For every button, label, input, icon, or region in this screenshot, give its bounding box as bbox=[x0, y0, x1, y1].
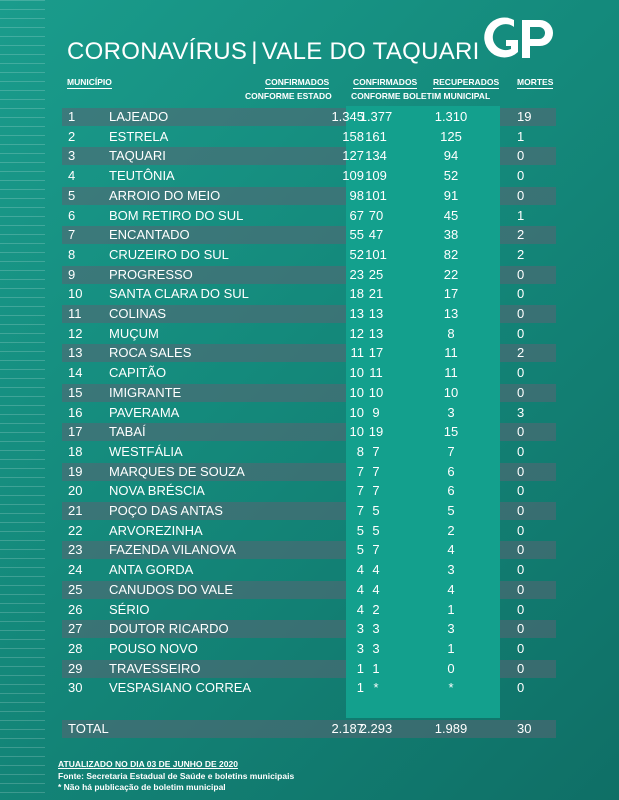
confirmados-boletim: 101 bbox=[365, 247, 387, 262]
confirmados-boletim: 5 bbox=[372, 523, 380, 538]
confirmados-estado: 1 bbox=[356, 661, 364, 676]
table-row bbox=[62, 502, 556, 520]
row-number: 20 bbox=[68, 483, 83, 498]
header-confirmados-boletim: CONFIRMADOS bbox=[353, 77, 418, 87]
table-row bbox=[62, 147, 556, 165]
row-number: 21 bbox=[68, 503, 83, 518]
confirmados-boletim: 101 bbox=[365, 188, 387, 203]
confirmados-boletim: 10 bbox=[368, 385, 384, 400]
municipality-name: TRAVESSEIRO bbox=[109, 661, 201, 676]
recuperados: 6 bbox=[447, 483, 455, 498]
footer-source: Fonte: Secretaria Estadual de Saúde e boletins municipais bbox=[58, 771, 295, 781]
table-row bbox=[62, 522, 556, 540]
confirmados-estado: 10 bbox=[349, 365, 364, 380]
recuperados: 3 bbox=[447, 405, 455, 420]
row-number: 12 bbox=[68, 326, 83, 341]
row-number: 14 bbox=[68, 365, 83, 380]
footer-updated: ATUALIZADO NO DIA 03 DE JUNHO DE 2020 bbox=[58, 759, 238, 769]
recuperados: 10 bbox=[443, 385, 459, 400]
footer-note: * Não há publicação de boletim municipal bbox=[58, 782, 226, 792]
row-number: 18 bbox=[68, 444, 83, 459]
municipality-name: NOVA BRÉSCIA bbox=[109, 483, 205, 498]
mortes: 0 bbox=[517, 168, 525, 183]
confirmados-estado: 11 bbox=[350, 345, 364, 360]
mortes: 0 bbox=[517, 661, 525, 676]
municipality-name: IMIGRANTE bbox=[109, 385, 182, 400]
row-number: 7 bbox=[68, 227, 76, 242]
mortes: 2 bbox=[517, 345, 525, 360]
confirmados-boletim: 19 bbox=[368, 424, 384, 439]
mortes: 0 bbox=[517, 326, 525, 341]
confirmados-boletim: 1.377 bbox=[359, 109, 393, 124]
confirmados-estado: 158 bbox=[342, 129, 364, 144]
mortes: 0 bbox=[517, 286, 525, 301]
recuperados: * bbox=[448, 680, 454, 695]
recuperados: 125 bbox=[440, 129, 462, 144]
recuperados: 4 bbox=[447, 542, 455, 557]
mortes: 0 bbox=[517, 444, 525, 459]
municipality-name: ARROIO DO MEIO bbox=[109, 188, 221, 203]
recuperados: 2 bbox=[447, 523, 455, 538]
total-row bbox=[62, 720, 556, 738]
header-confirmados-estado: CONFIRMADOS bbox=[265, 77, 330, 87]
row-number: 29 bbox=[68, 661, 83, 676]
confirmados-boletim: 21 bbox=[368, 286, 384, 301]
table-row bbox=[62, 541, 556, 559]
table-row bbox=[62, 364, 556, 382]
confirmados-boletim: 7 bbox=[372, 483, 380, 498]
confirmados-estado: 67 bbox=[349, 208, 364, 223]
row-number: 8 bbox=[68, 247, 76, 262]
row-number: 5 bbox=[68, 188, 76, 203]
municipality-name: MUÇUM bbox=[109, 326, 159, 341]
mortes: 2 bbox=[517, 247, 525, 262]
confirmados-boletim: 2 bbox=[372, 602, 380, 617]
municipality-name: DOUTOR RICARDO bbox=[109, 621, 229, 636]
table-row bbox=[62, 187, 556, 205]
row-number: 27 bbox=[68, 621, 83, 636]
recuperados: 11 bbox=[444, 345, 458, 360]
confirmados-boletim: 17 bbox=[368, 345, 384, 360]
mortes: 3 bbox=[517, 405, 525, 420]
confirmados-estado: 7 bbox=[356, 464, 364, 479]
mortes: 1 bbox=[517, 208, 525, 223]
row-number: 6 bbox=[68, 208, 76, 223]
municipality-name: ENCANTADO bbox=[109, 227, 190, 242]
recuperados: 1.310 bbox=[434, 109, 468, 124]
confirmados-boletim: 13 bbox=[368, 326, 384, 341]
confirmados-estado: 3 bbox=[356, 641, 364, 656]
table-row bbox=[62, 344, 556, 362]
confirmados-boletim: 7 bbox=[372, 542, 380, 557]
municipality-name: TABAÍ bbox=[109, 424, 146, 439]
confirmados-estado: 4 bbox=[356, 562, 364, 577]
confirmados-boletim: 134 bbox=[365, 148, 387, 163]
title-right: VALE DO TAQUARI bbox=[261, 38, 480, 65]
table-row bbox=[62, 404, 556, 422]
header-recuperados: RECUPERADOS bbox=[433, 77, 500, 87]
mortes: 1 bbox=[517, 129, 525, 144]
recuperados: 91 bbox=[443, 188, 459, 203]
recuperados: 45 bbox=[443, 208, 459, 223]
confirmados-boletim: 3 bbox=[372, 641, 380, 656]
confirmados-estado: 109 bbox=[342, 168, 364, 183]
table-row bbox=[62, 443, 556, 461]
mortes: 0 bbox=[517, 483, 525, 498]
confirmados-estado: 10 bbox=[349, 424, 364, 439]
municipality-name: LAJEADO bbox=[109, 109, 169, 124]
confirmados-estado: 52 bbox=[349, 247, 364, 262]
mortes: 0 bbox=[517, 602, 525, 617]
row-number: 17 bbox=[68, 424, 83, 439]
recuperados: 3 bbox=[447, 621, 455, 636]
row-number: 28 bbox=[68, 641, 83, 656]
confirmados-estado: 7 bbox=[356, 483, 364, 498]
municipality-name: CANUDOS DO VALE bbox=[109, 582, 234, 597]
municipality-name: ESTRELA bbox=[109, 129, 169, 144]
mortes: 0 bbox=[517, 148, 525, 163]
row-number: 10 bbox=[68, 286, 83, 301]
table-row bbox=[62, 601, 556, 619]
confirmados-boletim: 9 bbox=[372, 405, 380, 420]
title-separator: | bbox=[251, 38, 258, 65]
municipality-name: MARQUES DE SOUZA bbox=[109, 464, 245, 479]
mortes: 2 bbox=[517, 227, 525, 242]
row-number: 19 bbox=[68, 464, 83, 479]
confirmados-boletim: 109 bbox=[365, 168, 387, 183]
mortes: 0 bbox=[517, 365, 525, 380]
row-number: 1 bbox=[68, 109, 76, 124]
recuperados: 38 bbox=[443, 227, 459, 242]
row-number: 2 bbox=[68, 129, 76, 144]
recuperados: 15 bbox=[443, 424, 459, 439]
row-number: 11 bbox=[68, 306, 82, 321]
table-row bbox=[62, 384, 556, 402]
table-row bbox=[62, 226, 556, 244]
municipality-name: POUSO NOVO bbox=[109, 641, 198, 656]
municipality-name: VESPASIANO CORREA bbox=[109, 680, 252, 695]
recuperados: 13 bbox=[443, 306, 459, 321]
recuperados: 6 bbox=[447, 464, 455, 479]
confirmados-boletim: 25 bbox=[368, 267, 384, 282]
page-title bbox=[67, 38, 480, 66]
confirmados-estado: 1.345 bbox=[331, 109, 364, 124]
municipality-name: SÉRIO bbox=[109, 602, 150, 617]
mortes: 0 bbox=[517, 582, 525, 597]
municipality-name: SANTA CLARA DO SUL bbox=[109, 286, 249, 301]
total-confirmados-estado: 2.187 bbox=[331, 721, 364, 736]
confirmados-estado: 23 bbox=[349, 267, 364, 282]
table-row bbox=[62, 482, 556, 500]
table-row bbox=[62, 305, 556, 323]
confirmados-boletim: 1 bbox=[372, 661, 380, 676]
table-row bbox=[62, 463, 556, 481]
confirmados-boletim: 4 bbox=[372, 582, 380, 597]
confirmados-boletim: 161 bbox=[365, 129, 387, 144]
mortes: 0 bbox=[517, 188, 525, 203]
table-row bbox=[62, 423, 556, 441]
municipality-name: TAQUARI bbox=[109, 148, 166, 163]
confirmados-estado: 3 bbox=[356, 621, 364, 636]
table-row bbox=[62, 108, 556, 126]
confirmados-estado: 4 bbox=[356, 582, 364, 597]
municipality-name: POÇO DAS ANTAS bbox=[109, 503, 223, 518]
recuperados: 11 bbox=[444, 365, 458, 380]
header-municipio: MUNICÍPIO bbox=[67, 77, 112, 87]
confirmados-boletim: 3 bbox=[372, 621, 380, 636]
recuperados: 17 bbox=[443, 286, 459, 301]
row-number: 30 bbox=[68, 680, 83, 695]
municipality-name: BOM RETIRO DO SUL bbox=[109, 208, 244, 223]
confirmados-estado: 18 bbox=[349, 286, 364, 301]
table-row bbox=[62, 266, 556, 284]
header-conforme-estado: CONFORME ESTADO bbox=[245, 91, 332, 101]
confirmados-estado: 1 bbox=[356, 680, 364, 695]
confirmados-estado: 98 bbox=[349, 188, 364, 203]
total-recuperados: 1.989 bbox=[434, 721, 468, 736]
confirmados-estado: 4 bbox=[356, 602, 364, 617]
table-row bbox=[62, 246, 556, 264]
row-number: 3 bbox=[68, 148, 76, 163]
municipality-name: CRUZEIRO DO SUL bbox=[109, 247, 229, 262]
row-number: 15 bbox=[68, 385, 83, 400]
title-left: CORONAVÍRUS bbox=[67, 38, 248, 65]
confirmados-boletim: * bbox=[373, 680, 379, 695]
confirmados-estado: 5 bbox=[356, 542, 364, 557]
mortes: 0 bbox=[517, 385, 525, 400]
confirmados-estado: 8 bbox=[356, 444, 364, 459]
row-number: 23 bbox=[68, 542, 83, 557]
table-row bbox=[62, 128, 556, 146]
confirmados-boletim: 7 bbox=[372, 444, 380, 459]
row-number: 26 bbox=[68, 602, 83, 617]
row-number: 22 bbox=[68, 523, 83, 538]
municipality-name: ARVOREZINHA bbox=[109, 523, 203, 538]
mortes: 0 bbox=[517, 306, 525, 321]
recuperados: 22 bbox=[443, 267, 459, 282]
confirmados-estado: 10 bbox=[349, 385, 364, 400]
recuperados: 94 bbox=[443, 148, 459, 163]
confirmados-estado: 55 bbox=[349, 227, 364, 242]
table-row bbox=[62, 207, 556, 225]
table-row bbox=[62, 660, 556, 678]
recuperados: 1 bbox=[447, 641, 455, 656]
mortes: 0 bbox=[517, 464, 525, 479]
mortes: 0 bbox=[517, 267, 525, 282]
recuperados: 5 bbox=[447, 503, 455, 518]
table-row bbox=[62, 679, 556, 697]
confirmados-estado: 13 bbox=[349, 306, 364, 321]
recuperados: 52 bbox=[443, 168, 459, 183]
table-row bbox=[62, 620, 556, 638]
recuperados: 4 bbox=[447, 582, 455, 597]
total-mortes: 30 bbox=[517, 721, 532, 736]
municipality-name: CAPITÃO bbox=[109, 365, 167, 380]
recuperados: 7 bbox=[447, 444, 455, 459]
confirmados-estado: 127 bbox=[342, 148, 364, 163]
mortes: 0 bbox=[517, 503, 525, 518]
row-number: 4 bbox=[68, 168, 76, 183]
table-row bbox=[62, 285, 556, 303]
table-row bbox=[62, 640, 556, 658]
confirmados-boletim: 11 bbox=[369, 365, 383, 380]
row-number: 13 bbox=[68, 345, 83, 360]
municipality-name: ANTA GORDA bbox=[109, 562, 194, 577]
confirmados-boletim: 4 bbox=[372, 562, 380, 577]
mortes: 0 bbox=[517, 523, 525, 538]
municipality-name: FAZENDA VILANOVA bbox=[109, 542, 236, 557]
recuperados: 0 bbox=[447, 661, 455, 676]
row-number: 9 bbox=[68, 267, 76, 282]
mortes: 0 bbox=[517, 424, 525, 439]
confirmados-boletim: 47 bbox=[368, 227, 384, 242]
row-number: 24 bbox=[68, 562, 83, 577]
mortes: 0 bbox=[517, 562, 525, 577]
confirmados-estado: 5 bbox=[356, 523, 364, 538]
row-number: 25 bbox=[68, 582, 83, 597]
municipality-name: PAVERAMA bbox=[109, 405, 180, 420]
municipality-name: PROGRESSO bbox=[109, 267, 193, 282]
table-row bbox=[62, 167, 556, 185]
header-mortes: MORTES bbox=[517, 77, 554, 87]
header-conforme-boletim: CONFORME BOLETIM MUNICIPAL bbox=[351, 91, 491, 101]
confirmados-boletim: 7 bbox=[372, 464, 380, 479]
confirmados-estado: 12 bbox=[349, 326, 364, 341]
confirmados-estado: 10 bbox=[349, 405, 364, 420]
row-number: 16 bbox=[68, 405, 83, 420]
table-row bbox=[62, 325, 556, 343]
table-row bbox=[62, 561, 556, 579]
recuperados: 1 bbox=[447, 602, 455, 617]
municipality-name: WESTFÁLIA bbox=[109, 444, 183, 459]
table-row bbox=[62, 581, 556, 599]
confirmados-boletim: 70 bbox=[368, 208, 384, 223]
mortes: 0 bbox=[517, 680, 525, 695]
municipality-name: ROCA SALES bbox=[109, 345, 192, 360]
mortes: 0 bbox=[517, 542, 525, 557]
total-label: TOTAL bbox=[68, 721, 109, 736]
recuperados: 3 bbox=[447, 562, 455, 577]
mortes: 19 bbox=[517, 109, 532, 124]
confirmados-boletim: 13 bbox=[368, 306, 384, 321]
total-confirmados-boletim: 2.293 bbox=[359, 721, 393, 736]
confirmados-boletim: 5 bbox=[372, 503, 380, 518]
recuperados: 8 bbox=[447, 326, 455, 341]
municipality-name: COLINAS bbox=[109, 306, 167, 321]
gp-logo-icon bbox=[484, 14, 564, 64]
recuperados: 82 bbox=[443, 247, 459, 262]
mortes: 0 bbox=[517, 621, 525, 636]
mortes: 0 bbox=[517, 641, 525, 656]
municipality-name: TEUTÔNIA bbox=[109, 168, 175, 183]
confirmados-estado: 7 bbox=[356, 503, 364, 518]
